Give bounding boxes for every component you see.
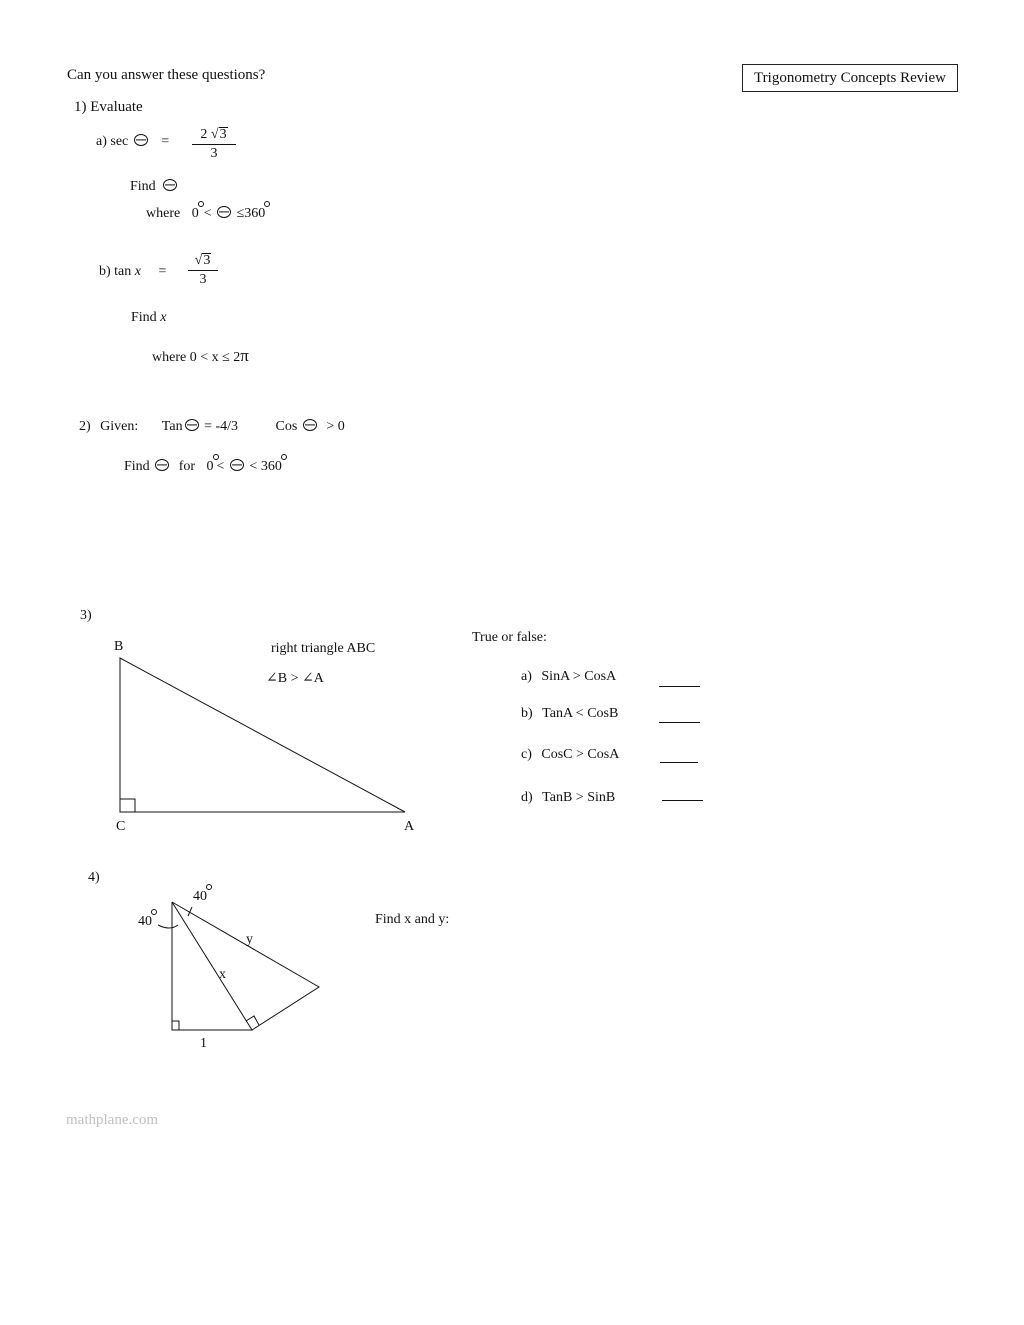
angle-left-value: 40 <box>138 914 152 929</box>
q1a-lt: < <box>203 206 212 221</box>
side-x-label: x <box>219 967 226 982</box>
angle-a-text: A <box>313 671 324 686</box>
q1a-le: ≤ <box>236 206 245 221</box>
outer-right-triangle <box>172 902 319 1030</box>
tf-item-text: TanA < CosB <box>542 706 619 721</box>
vertex-a-label: A <box>404 819 415 834</box>
q2-tan-prefix: Tan <box>161 419 183 434</box>
q1a-radicand: 3 <box>219 127 227 142</box>
q2-cos-prefix: Cos <box>275 419 298 434</box>
tf-item-text: TanB > SinB <box>542 790 616 805</box>
angle-top-label <box>193 889 207 905</box>
tf-item-label: d) <box>521 790 533 805</box>
q2-lt: < <box>216 459 225 474</box>
right-angle-marker <box>172 1021 179 1030</box>
q2-cos-value: > 0 <box>326 419 345 434</box>
q2-label: 2) <box>79 419 91 434</box>
q2-tan-value: = -4/3 <box>204 419 239 434</box>
q2-find: Find <box>124 459 150 474</box>
answer-blank[interactable] <box>662 800 703 801</box>
footer-site: mathplane.com <box>66 1112 159 1128</box>
angle-b-text: B > <box>277 671 299 686</box>
sqrt-icon: √ <box>194 253 203 268</box>
worksheet-title: Trigonometry Concepts Review <box>742 64 958 92</box>
q1a-lower: 0 <box>191 206 199 221</box>
vertex-c-label: C <box>116 819 126 834</box>
tf-item-label: c) <box>521 747 532 762</box>
base-length-label: 1 <box>200 1036 207 1051</box>
angle-arc <box>158 925 178 928</box>
q1b-where: where 0 < x ≤ 2 <box>152 350 241 365</box>
q1-label: 1) Evaluate <box>74 99 143 115</box>
answer-blank[interactable] <box>660 762 698 763</box>
q4-label: 4) <box>88 870 100 885</box>
tf-item-text: CosC > CosA <box>541 747 620 762</box>
inner-right-triangle <box>172 902 252 1030</box>
tf-item <box>521 790 615 806</box>
q1b-prefix: b) tan <box>99 264 132 279</box>
q1b-find-text: Find <box>131 310 157 325</box>
true-false-title: True or false: <box>472 630 547 645</box>
tf-item-text: SinA > CosA <box>541 669 617 684</box>
q1a-equals: = <box>161 134 170 149</box>
pi-symbol: π <box>240 346 249 365</box>
intro-text: Can you answer these questions? <box>67 67 266 83</box>
q1b-find-var: x <box>160 310 167 325</box>
q1a-upper: 360 <box>244 206 266 221</box>
tf-item-label: a) <box>521 669 532 684</box>
q1a-num-coef: 2 <box>200 127 208 142</box>
sqrt-icon: √ <box>210 127 219 142</box>
answer-blank[interactable] <box>659 686 700 687</box>
q4-prompt: Find x and y: <box>375 912 450 927</box>
q1a-where: where <box>146 206 181 221</box>
vertex-b-label: B <box>114 639 124 654</box>
q2-given: Given: <box>100 419 139 434</box>
tf-item <box>521 706 618 722</box>
q1b-equals: = <box>158 264 167 279</box>
triangle-caption: right triangle ABC <box>271 641 376 656</box>
q1a-find-text: Find <box>130 179 156 194</box>
q1b-var: x <box>134 264 141 279</box>
angle-icon: ∠ <box>301 671 314 686</box>
q2-for: for <box>178 459 196 474</box>
angle-icon: ∠ <box>266 671 278 686</box>
tf-item <box>521 747 619 763</box>
q1a-denominator: 3 <box>210 146 218 161</box>
triangle-diagram-q4 <box>0 0 340 1040</box>
q1b-denominator: 3 <box>199 272 207 287</box>
angle-top-value: 40 <box>193 889 207 904</box>
tf-item-label: b) <box>521 706 533 721</box>
angle-left-label <box>138 914 152 930</box>
tf-item <box>521 669 616 685</box>
side-y-label: y <box>246 932 253 947</box>
answer-blank[interactable] <box>659 722 700 723</box>
q1a-prefix: a) sec <box>96 134 129 149</box>
q1b-radicand: 3 <box>203 253 211 268</box>
q2-upper: < 360 <box>249 459 282 474</box>
q2-lower: 0 <box>206 459 214 474</box>
q3-label: 3) <box>80 608 92 623</box>
